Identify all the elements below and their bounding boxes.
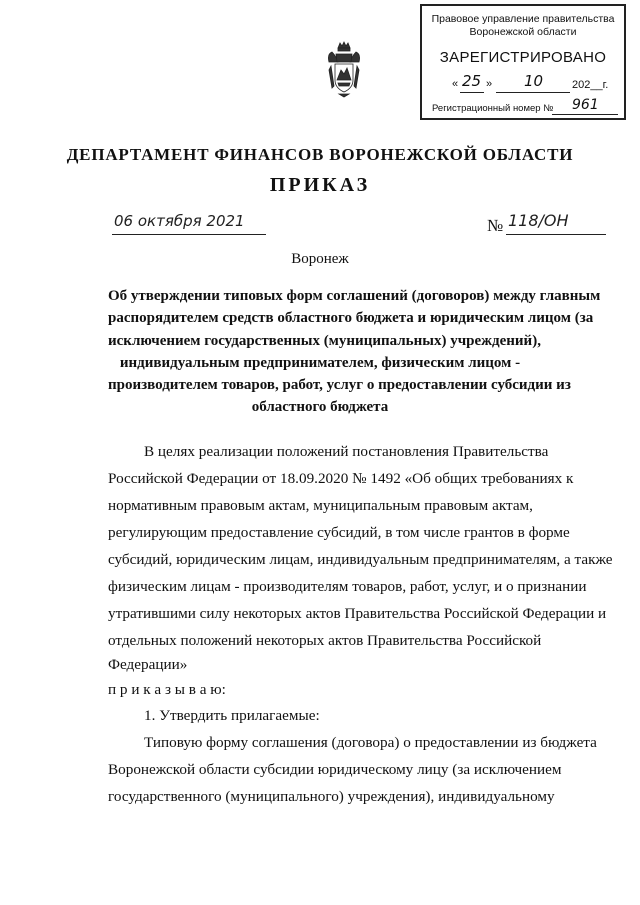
department-title: ДЕПАРТАМЕНТ ФИНАНСОВ ВОРОНЕЖСКОЙ ОБЛАСТИ <box>66 145 574 164</box>
stamp-org-line-1: Правовое управление правительства <box>431 13 615 25</box>
stamp-reg-number-value: 961 <box>572 97 599 113</box>
body-line: отдельных положений некоторых актов Правительства Российской <box>108 632 542 649</box>
voronezh-coat-of-arms-icon <box>327 40 361 98</box>
body-line: Воронежской области субсидии юридическому лицу (за исключением <box>108 761 562 778</box>
stamp-quote-close: » <box>486 78 493 90</box>
subject-line: распорядителем средств областного бюджета и юридическим лицом (за <box>108 310 594 327</box>
stamp-date <box>452 72 618 94</box>
stamp-reg-number-underline <box>552 114 618 115</box>
stamp-day: 25 <box>462 72 482 90</box>
order-subject <box>108 285 601 419</box>
stamp-month: 10 <box>524 72 544 90</box>
body-line: нормативным правовым актам, муниципальным правовым актам, <box>108 497 533 514</box>
subject-line: исключением государственных (муниципальных) учреждений), <box>108 332 541 349</box>
order-number: 118/ОН <box>508 211 569 230</box>
body-line: регулирующим предоставление субсидий, в том числе грантов в форме <box>108 524 570 541</box>
subject-line: Об утверждении типовых форм соглашений (договоров) между главным <box>108 288 601 304</box>
stamp-month-underline <box>496 92 570 93</box>
body-line: В целях реализации положений постановления Правительства <box>144 443 549 460</box>
stamp-quote-open: « <box>452 78 459 90</box>
order-date-underline <box>112 234 266 235</box>
stamp-org-line-2: Воронежской области <box>469 26 577 38</box>
stamp-year: 202__г. <box>572 79 609 91</box>
order-number-sign: № <box>487 216 504 235</box>
body-line: государственного (муниципального) учреждения), индивидуальному <box>108 788 555 805</box>
order-date: 06 октября 2021 <box>114 212 245 230</box>
order-directive: п р и к а з ы в а ю: <box>108 681 226 698</box>
subject-line: индивидуальным предпринимателем, физическим лицом - <box>119 354 521 371</box>
body-line: 1. Утвердить прилагаемые: <box>144 707 320 724</box>
subject-line: производителем товаров, работ, услуг о предоставлении субсидии из <box>108 377 571 394</box>
stamp-registered-label: ЗАРЕГИСТРИРОВАНО <box>439 49 607 66</box>
city: Воронеж <box>291 251 349 267</box>
body-line: Российской Федерации от 18.09.2020 № 1492 «Об общих требованиях к <box>108 470 574 487</box>
stamp-reg-number <box>432 97 599 114</box>
order-title: ПРИКАЗ <box>269 174 371 196</box>
order-number-underline <box>506 234 606 235</box>
stamp-reg-number-label: Регистрационный номер № <box>432 103 554 114</box>
body-line: утратившими силу некоторых актов Правительства Российской Федерации и <box>108 605 607 622</box>
body-line: физическим лицам - производителям товаров, работ, услуг, и о признании <box>108 578 587 595</box>
body-line: Федерации» <box>108 656 188 673</box>
subject-line: областного бюджета <box>251 399 389 416</box>
body-line: субсидий, юридическим лицам, индивидуальным предпринимателям, а также <box>108 551 613 568</box>
stamp-organization <box>422 13 624 39</box>
body-line: Типовую форму соглашения (договора) о предоставлении из бюджета <box>144 734 597 751</box>
stamp-day-underline <box>460 92 484 93</box>
registration-stamp <box>420 4 626 120</box>
